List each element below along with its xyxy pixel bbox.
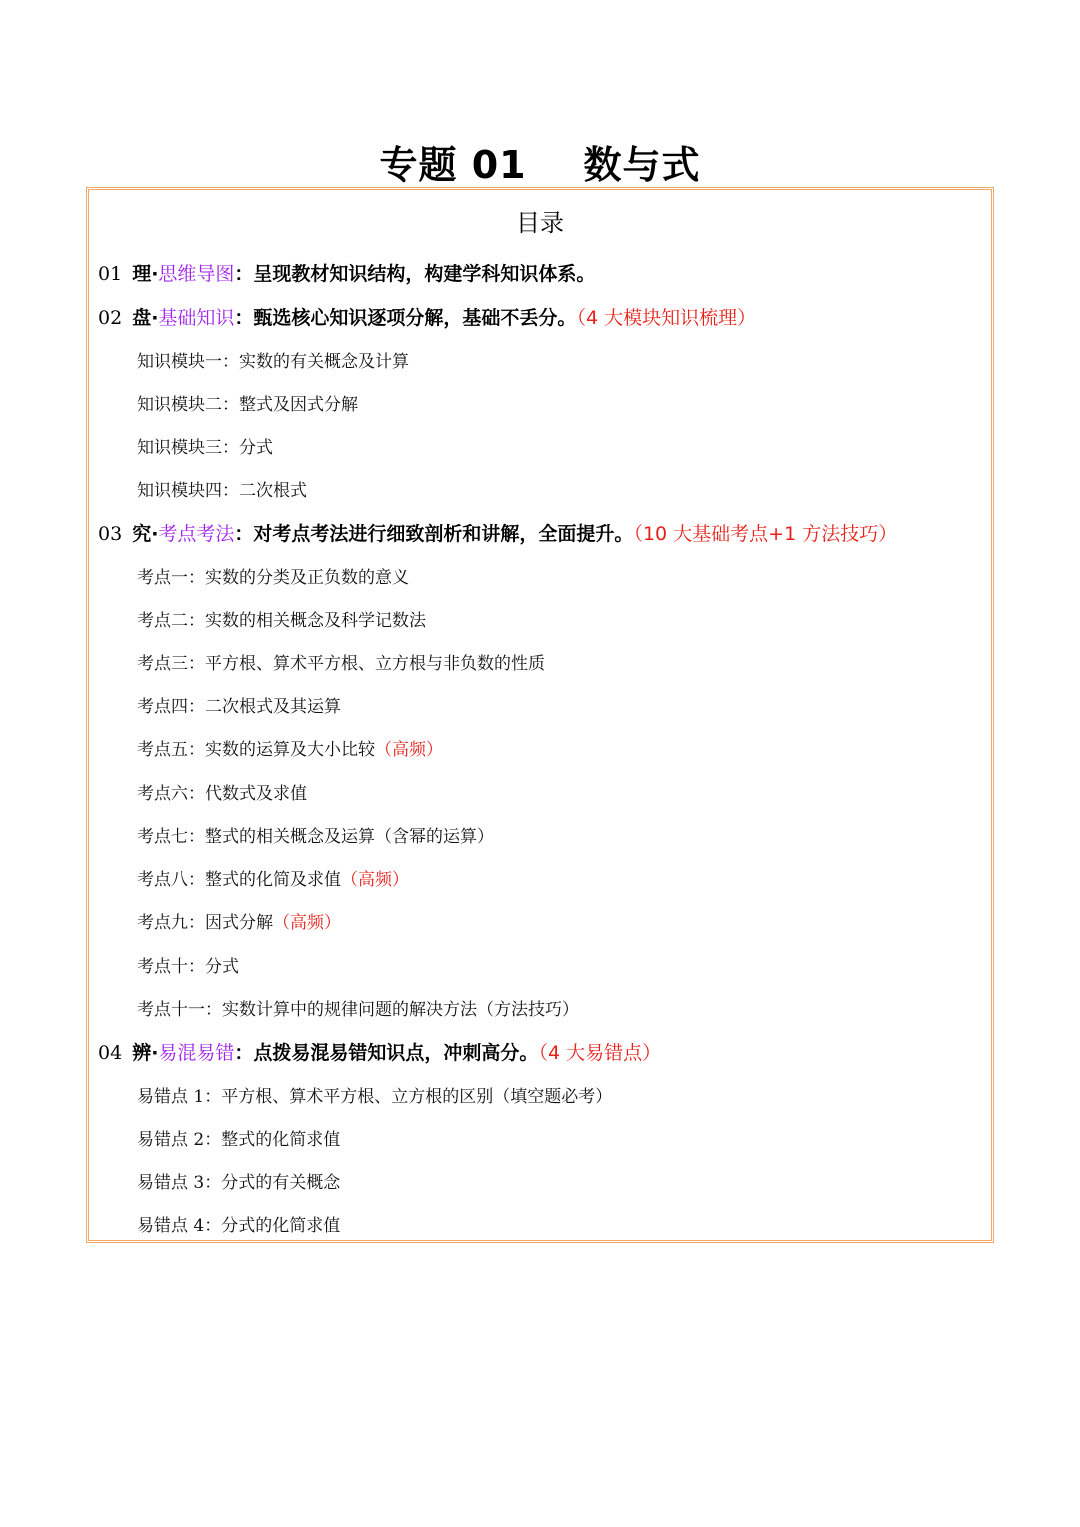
section-number: 02 — [98, 307, 123, 329]
item-text: 考点一：实数的分类及正负数的意义 — [137, 568, 409, 588]
section-prefix: 辨· — [132, 1042, 159, 1064]
item-text: 知识模块四：二次根式 — [137, 481, 307, 501]
toc-item-module-1[interactable] — [137, 347, 409, 372]
high-frequency-tag: （高频） — [273, 913, 341, 933]
item-text: 易错点 1：平方根、算术平方根、立方根的区别（填空题必考） — [137, 1087, 613, 1107]
section-number: 04 — [98, 1042, 123, 1064]
section-highlight: 易混易错 — [158, 1042, 235, 1064]
section-note: （4 大模块知识梳理） — [576, 307, 757, 329]
toc-item-kaodian-10[interactable] — [137, 952, 239, 977]
section-prefix: 究· — [132, 523, 159, 545]
toc-item-module-4[interactable] — [137, 476, 307, 501]
item-text: 考点十一：实数计算中的规律问题的解决方法（方法技巧） — [137, 1000, 579, 1020]
section-highlight: 考点考法 — [158, 523, 235, 545]
toc-item-yicuo-2[interactable] — [137, 1125, 340, 1150]
toc-section-04[interactable] — [98, 1038, 661, 1065]
toc-item-kaodian-4[interactable] — [137, 692, 341, 717]
item-text: 知识模块二：整式及因式分解 — [137, 395, 358, 415]
item-text: 考点四：二次根式及其运算 — [137, 697, 341, 717]
toc-heading: 目录 — [516, 209, 564, 237]
toc-item-kaodian-8[interactable] — [137, 865, 409, 890]
section-description: ：呈现教材知识结构，构建学科知识体系。 — [234, 263, 596, 285]
item-text: 考点九：因式分解 — [137, 913, 273, 933]
toc-item-kaodian-6[interactable] — [137, 779, 307, 804]
section-highlight: 思维导图 — [158, 263, 235, 285]
toc-item-yicuo-3[interactable] — [137, 1168, 340, 1193]
toc-item-kaodian-7[interactable] — [137, 822, 494, 847]
item-text: 知识模块三：分式 — [137, 438, 273, 458]
section-prefix: 盘· — [132, 307, 159, 329]
section-description: ：甄选核心知识逐项分解，基础不丢分。 — [234, 307, 577, 329]
high-frequency-tag: （高频） — [375, 740, 443, 760]
page-title: 专题 01 数与式 — [379, 143, 701, 187]
toc-item-kaodian-1[interactable] — [137, 563, 409, 588]
section-note: （4 大易错点） — [538, 1042, 662, 1064]
toc-item-kaodian-5[interactable] — [137, 735, 443, 760]
section-description: ：点拨易混易错知识点，冲刺高分。 — [234, 1042, 539, 1064]
item-text: 考点十：分式 — [137, 957, 239, 977]
toc-item-yicuo-4[interactable] — [137, 1211, 340, 1236]
toc-item-kaodian-3[interactable] — [137, 649, 545, 674]
section-prefix: 理· — [132, 263, 159, 285]
item-text: 知识模块一：实数的有关概念及计算 — [137, 352, 409, 372]
item-text: 考点二：实数的相关概念及科学记数法 — [137, 611, 426, 631]
high-frequency-tag: （高频） — [341, 870, 409, 890]
section-number: 03 — [98, 523, 123, 545]
toc-section-03[interactable] — [98, 519, 897, 546]
toc-item-yicuo-1[interactable] — [137, 1082, 612, 1107]
item-text: 易错点 4：分式的化简求值 — [137, 1216, 341, 1236]
item-text: 考点六：代数式及求值 — [137, 784, 307, 804]
item-text: 考点五：实数的运算及大小比较 — [137, 740, 375, 760]
toc-item-kaodian-9[interactable] — [137, 908, 341, 933]
item-text: 考点八：整式的化简及求值 — [137, 870, 341, 890]
section-note: （10 大基础考点+1 方法技巧） — [633, 523, 898, 545]
toc-item-module-3[interactable] — [137, 433, 273, 458]
item-text: 易错点 2：整式的化简求值 — [137, 1130, 341, 1150]
toc-item-module-2[interactable] — [137, 390, 358, 415]
section-number: 01 — [98, 263, 123, 285]
section-highlight: 基础知识 — [158, 307, 235, 329]
toc-item-kaodian-2[interactable] — [137, 606, 426, 631]
section-description: ：对考点考法进行细致剖析和讲解，全面提升。 — [234, 523, 634, 545]
toc-item-kaodian-11[interactable] — [137, 995, 579, 1020]
toc-section-02[interactable] — [98, 303, 756, 330]
item-text: 考点七：整式的相关概念及运算（含幂的运算） — [137, 827, 494, 847]
toc-section-01[interactable] — [98, 259, 595, 286]
item-text: 考点三：平方根、算术平方根、立方根与非负数的性质 — [137, 654, 545, 674]
item-text: 易错点 3：分式的有关概念 — [137, 1173, 341, 1193]
